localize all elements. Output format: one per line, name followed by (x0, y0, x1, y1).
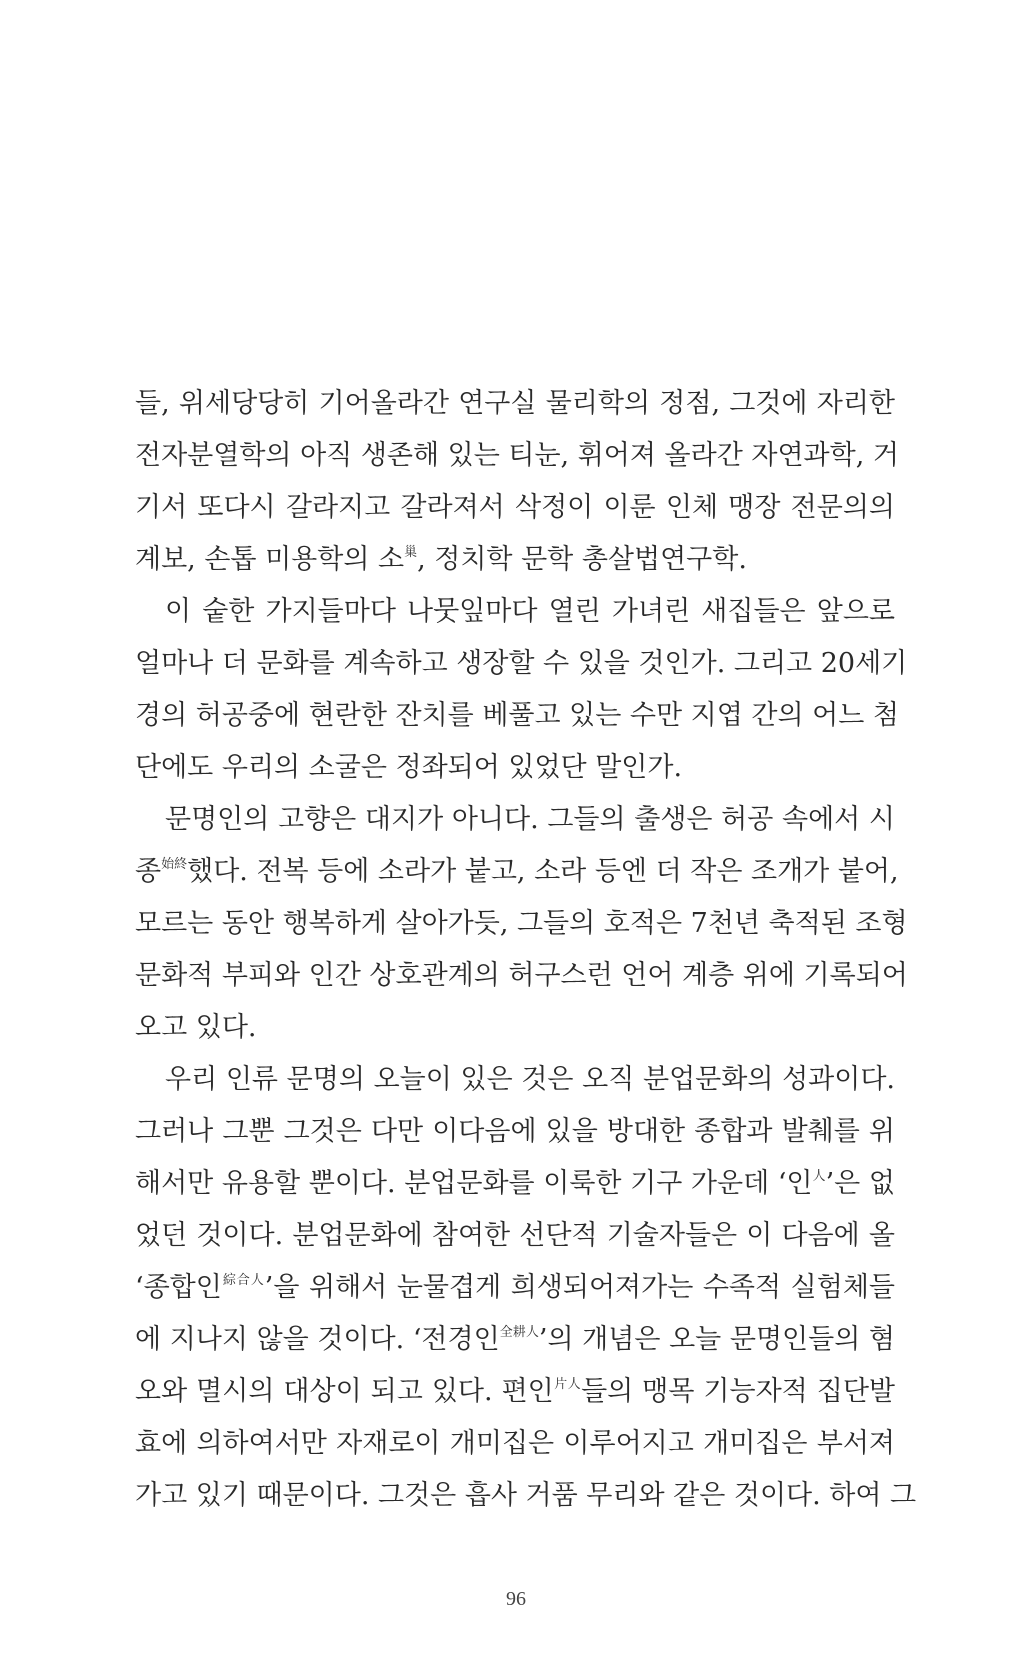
text-line: 기서 또다시 갈라지고 갈라져서 삭정이 이룬 인체 맹장 전문의의 (135, 492, 895, 523)
text-line (135, 1366, 895, 1418)
text-line: 오고 있다. (135, 1012, 257, 1043)
body-text (135, 378, 917, 1522)
text-line: 우리 인류 문명의 오늘이 있은 것은 오직 분업문화의 성과이다. (165, 1064, 895, 1095)
page-number: 96 (506, 1588, 526, 1610)
text-line: 문명인의 고향은 대지가 아니다. 그들의 출생은 허공 속에서 시 (165, 804, 895, 835)
hanja-annotation: 全耕人 (499, 1325, 539, 1340)
text-segment: 해서만 유용할 뿐이다. 분업문화를 이룩한 기구 가운데 ‘인 (135, 1168, 813, 1199)
text-segment: 오와 멸시의 대상이 되고 있다. 편인 (135, 1376, 554, 1407)
text-line: 모르는 동안 행복하게 살아가듯, 그들의 호적은 7천년 축적된 조형 (135, 908, 908, 939)
text-segment: 계보, 손톱 미용학의 소 (135, 544, 405, 575)
text-segment: ’은 없 (825, 1168, 895, 1199)
hanja-annotation: 綜合人 (221, 1273, 265, 1288)
hanja-annotation: 人 (812, 1169, 826, 1184)
text-line: 전자분열학의 아직 생존해 있는 티눈, 휘어져 올라간 자연과학, 거 (135, 440, 899, 471)
text-line (135, 846, 899, 898)
text-segment: 종 (135, 856, 162, 887)
text-segment: 에 지나지 않을 것이다. ‘전경인 (135, 1324, 500, 1355)
text-segment: ’을 위해서 눈물겹게 희생되어져가는 수족적 실험체들 (264, 1272, 895, 1303)
text-line: 단에도 우리의 소굴은 정좌되어 있었단 말인가. (135, 752, 683, 783)
text-line: 효에 의하여서만 자재로이 개미집은 이루어지고 개미집은 부서져 (135, 1428, 895, 1459)
text-line: 경의 허공중에 현란한 잔치를 베풀고 있는 수만 지엽 간의 어느 첨 (135, 700, 899, 731)
text-line: 문화적 부피와 인간 상호관계의 허구스런 언어 계층 위에 기록되어 (135, 960, 908, 991)
text-line (135, 534, 895, 586)
hanja-annotation: 始終 (161, 857, 188, 872)
text-line (135, 1262, 895, 1314)
text-segment: 했다. 전복 등에 소라가 붙고, 소라 등엔 더 작은 조개가 붙어, (187, 856, 899, 887)
hanja-annotation: 巢 (404, 545, 418, 560)
text-line: 가고 있기 때문이다. 그것은 흡사 거품 무리와 같은 것이다. 하여 그 (135, 1480, 917, 1511)
text-line: 었던 것이다. 분업문화에 참여한 선단적 기술자들은 이 다음에 올 (135, 1220, 895, 1251)
text-line: 얼마나 더 문화를 계속하고 생장할 수 있을 것인가. 그리고 20세기 (135, 648, 908, 679)
text-line (135, 1158, 895, 1210)
text-line (135, 1314, 895, 1366)
text-segment: ’의 개념은 오늘 문명인들의 혐 (538, 1324, 895, 1355)
hanja-annotation: 片人 (553, 1377, 582, 1392)
text-line: 이 숱한 가지들마다 나뭇잎마다 열린 가녀린 새집들은 앞으로 (165, 596, 895, 627)
text-segment: ‘종합인 (135, 1272, 222, 1303)
text-segment: 들의 맹목 기능자적 집단발 (581, 1376, 895, 1407)
text-line: 그러나 그뿐 그것은 다만 이다음에 있을 방대한 종합과 발췌를 위 (135, 1116, 895, 1147)
text-segment: , 정치학 문학 총살법연구학. (417, 544, 747, 575)
text-line: 들, 위세당당히 기어올라간 연구실 물리학의 정점, 그것에 자리한 (135, 388, 895, 419)
